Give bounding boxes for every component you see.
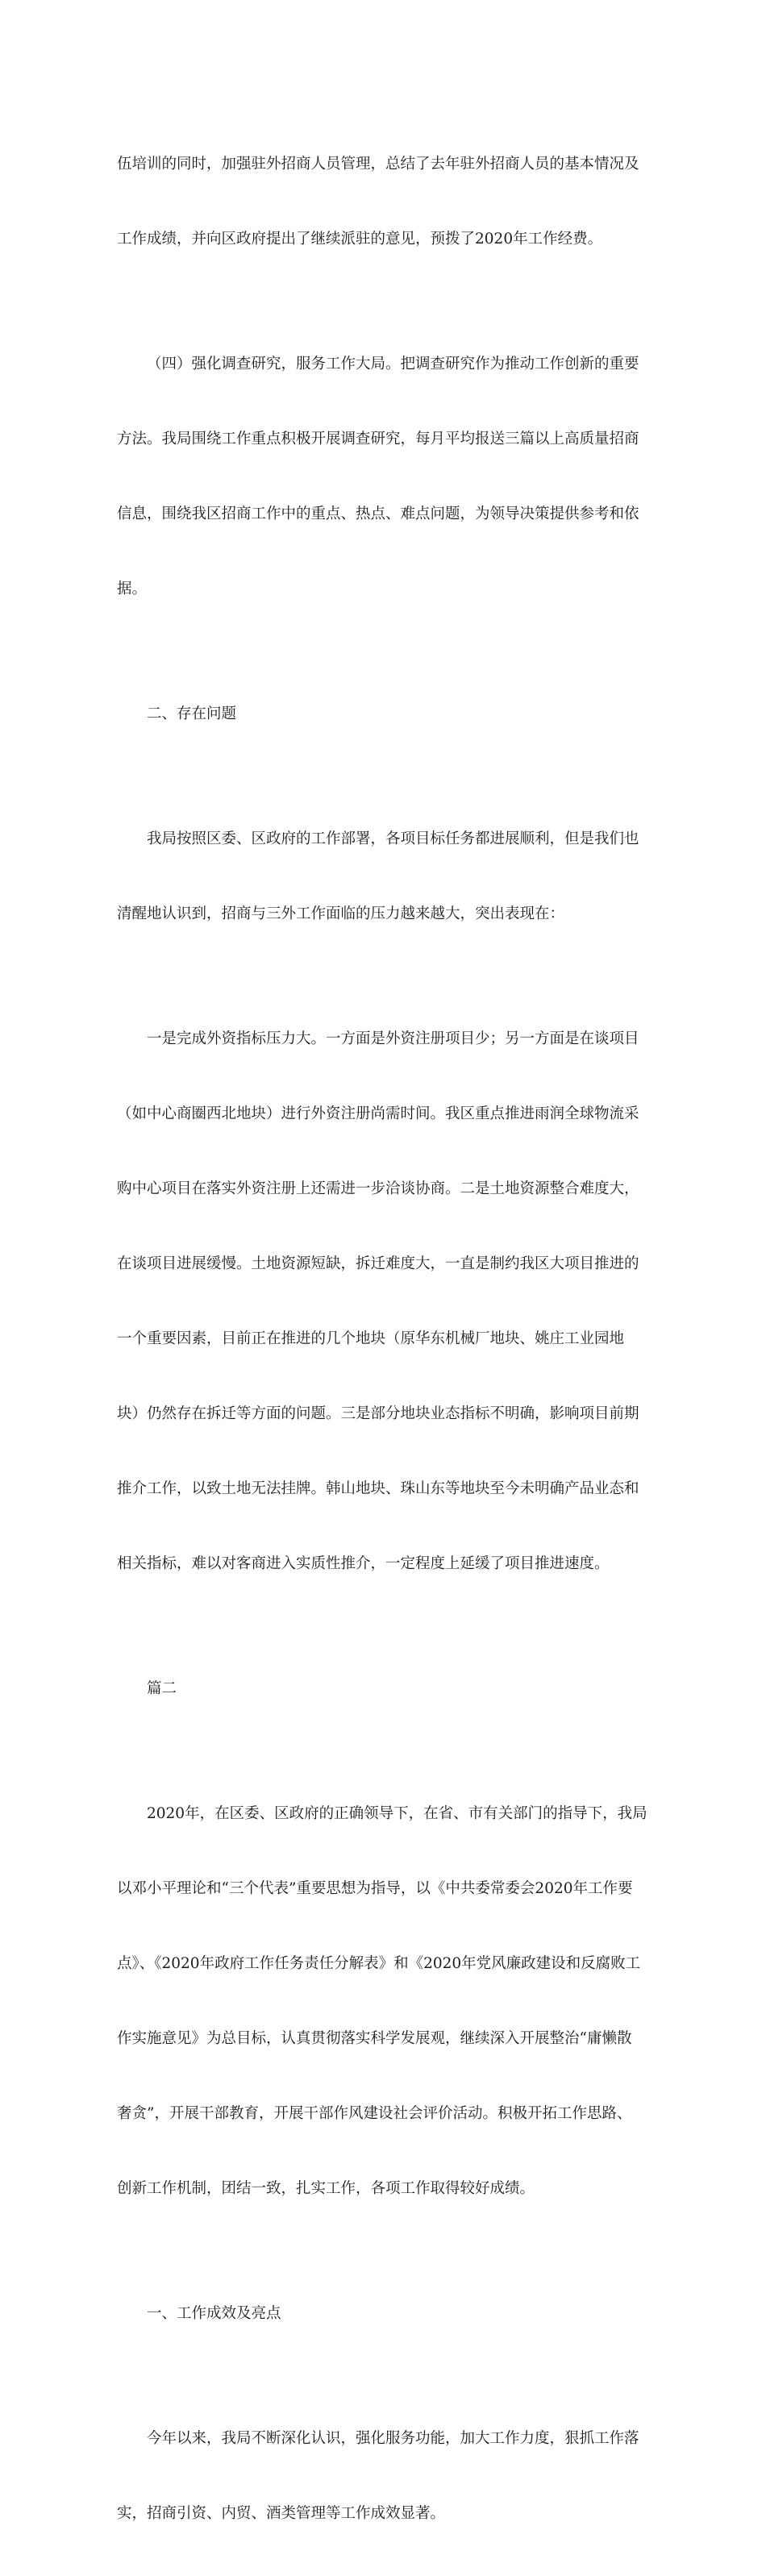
- paragraph-part-two-intro: [117, 1751, 649, 2251]
- text-line: 点》、《2020年政府工作任务责任分解表》和《2020年党风廉政建设和反腐败工: [117, 1955, 641, 1972]
- text-line: 2020年，在区委、区政府的正确领导下，在省、市有关部门的指导下，我局: [147, 1805, 647, 1822]
- paragraph-continuation: [117, 102, 649, 302]
- text-line: 据。: [117, 581, 148, 597]
- text-line: 工作成绩，并向区政府提出了继续派驻的意见，预拨了2020年工作经费。: [117, 231, 603, 248]
- text-line: 奢贪”，开展干部教育，开展干部作风建设社会评价活动。积极开拓工作思路、: [117, 2105, 632, 2122]
- text-line: 作实施意见》为总目标，认真贯彻落实科学发展观，继续深入开展整治“庸懒散: [117, 2030, 632, 2047]
- text-line: 块）仍然存在拆迁等方面的问题。三是部分地块业态指标不明确，影响项目前期: [117, 1405, 639, 1422]
- text-line: 伍培训的同时，加强驻外招商人员管理，总结了去年驻外招商人员的基本情况及: [117, 156, 639, 173]
- text-line: 推介工作，以致土地无法挂牌。韩山地块、珠山东等地块至今未明确产品业态和: [117, 1480, 639, 1497]
- text-line: 以邓小平理论和“三个代表”重要思想为指导，以《中共委常委会2020年工作要: [117, 1880, 633, 1897]
- text-line: 我局按照区委、区政府的工作部署，各项目标任务都进展顺利，但是我们也: [147, 830, 639, 847]
- text-line: 方法。我局围绕工作重点积极开展调查研究，每月平均报送三篇以上高质量招商: [117, 431, 639, 447]
- text-line: 购中心项目在落实外资注册上还需进一步洽谈协商。二是土地资源整合难度大，: [117, 1180, 639, 1197]
- section-heading-problems: [117, 651, 649, 776]
- paragraph-achievements: [117, 2376, 649, 2576]
- text-line: 清醒地认识到，招商与三外工作面临的压力越来越大，突出表现在：: [117, 905, 565, 922]
- text-line: 相关指标，难以对客商进入实质性推介，一定程度上延缓了项目推进速度。: [117, 1555, 610, 1572]
- section-heading-part-two: [117, 1626, 649, 1751]
- text-line: 在谈项目进展缓慢。土地资源短缺，拆迁难度大，一直是制约我区大项目推进的: [117, 1255, 639, 1272]
- text-line: 一个重要因素，目前正在推进的几个地块（原华东机械厂地块、姚庄工业园地: [117, 1330, 625, 1347]
- document-body: [117, 102, 649, 2576]
- text-line: 一是完成外资指标压力大。一方面是外资注册项目少；另一方面是在谈项目: [147, 1030, 639, 1047]
- text-line: （如中心商圈西北地块）进行外资注册尚需时间。我区重点推进雨润全球物流采: [117, 1105, 639, 1122]
- text-line: 创新工作机制，团结一致，扎实工作，各项工作取得较好成绩。: [117, 2180, 535, 2197]
- heading-line: 篇二: [147, 1680, 177, 1697]
- text-line: 信息，围绕我区招商工作中的重点、热点、难点问题，为领导决策提供参考和依: [117, 506, 639, 522]
- paragraph-problems-detail: [117, 976, 649, 1626]
- text-line: 今年以来，我局不断深化认识，强化服务功能，加大工作力度，狠抓工作落: [147, 2430, 639, 2447]
- section-heading-achievements: [117, 2251, 649, 2376]
- text-line: 实，招商引资、内贸、酒类管理等工作成效显著。: [117, 2505, 446, 2522]
- heading-line: 一、工作成效及亮点: [147, 2305, 281, 2322]
- paragraph-problems-intro: [117, 776, 649, 976]
- paragraph-research: [117, 302, 649, 651]
- heading-line: 二、存在问题: [147, 705, 237, 722]
- text-line: （四）强化调查研究，服务工作大局。把调查研究作为推动工作创新的重要: [147, 356, 639, 372]
